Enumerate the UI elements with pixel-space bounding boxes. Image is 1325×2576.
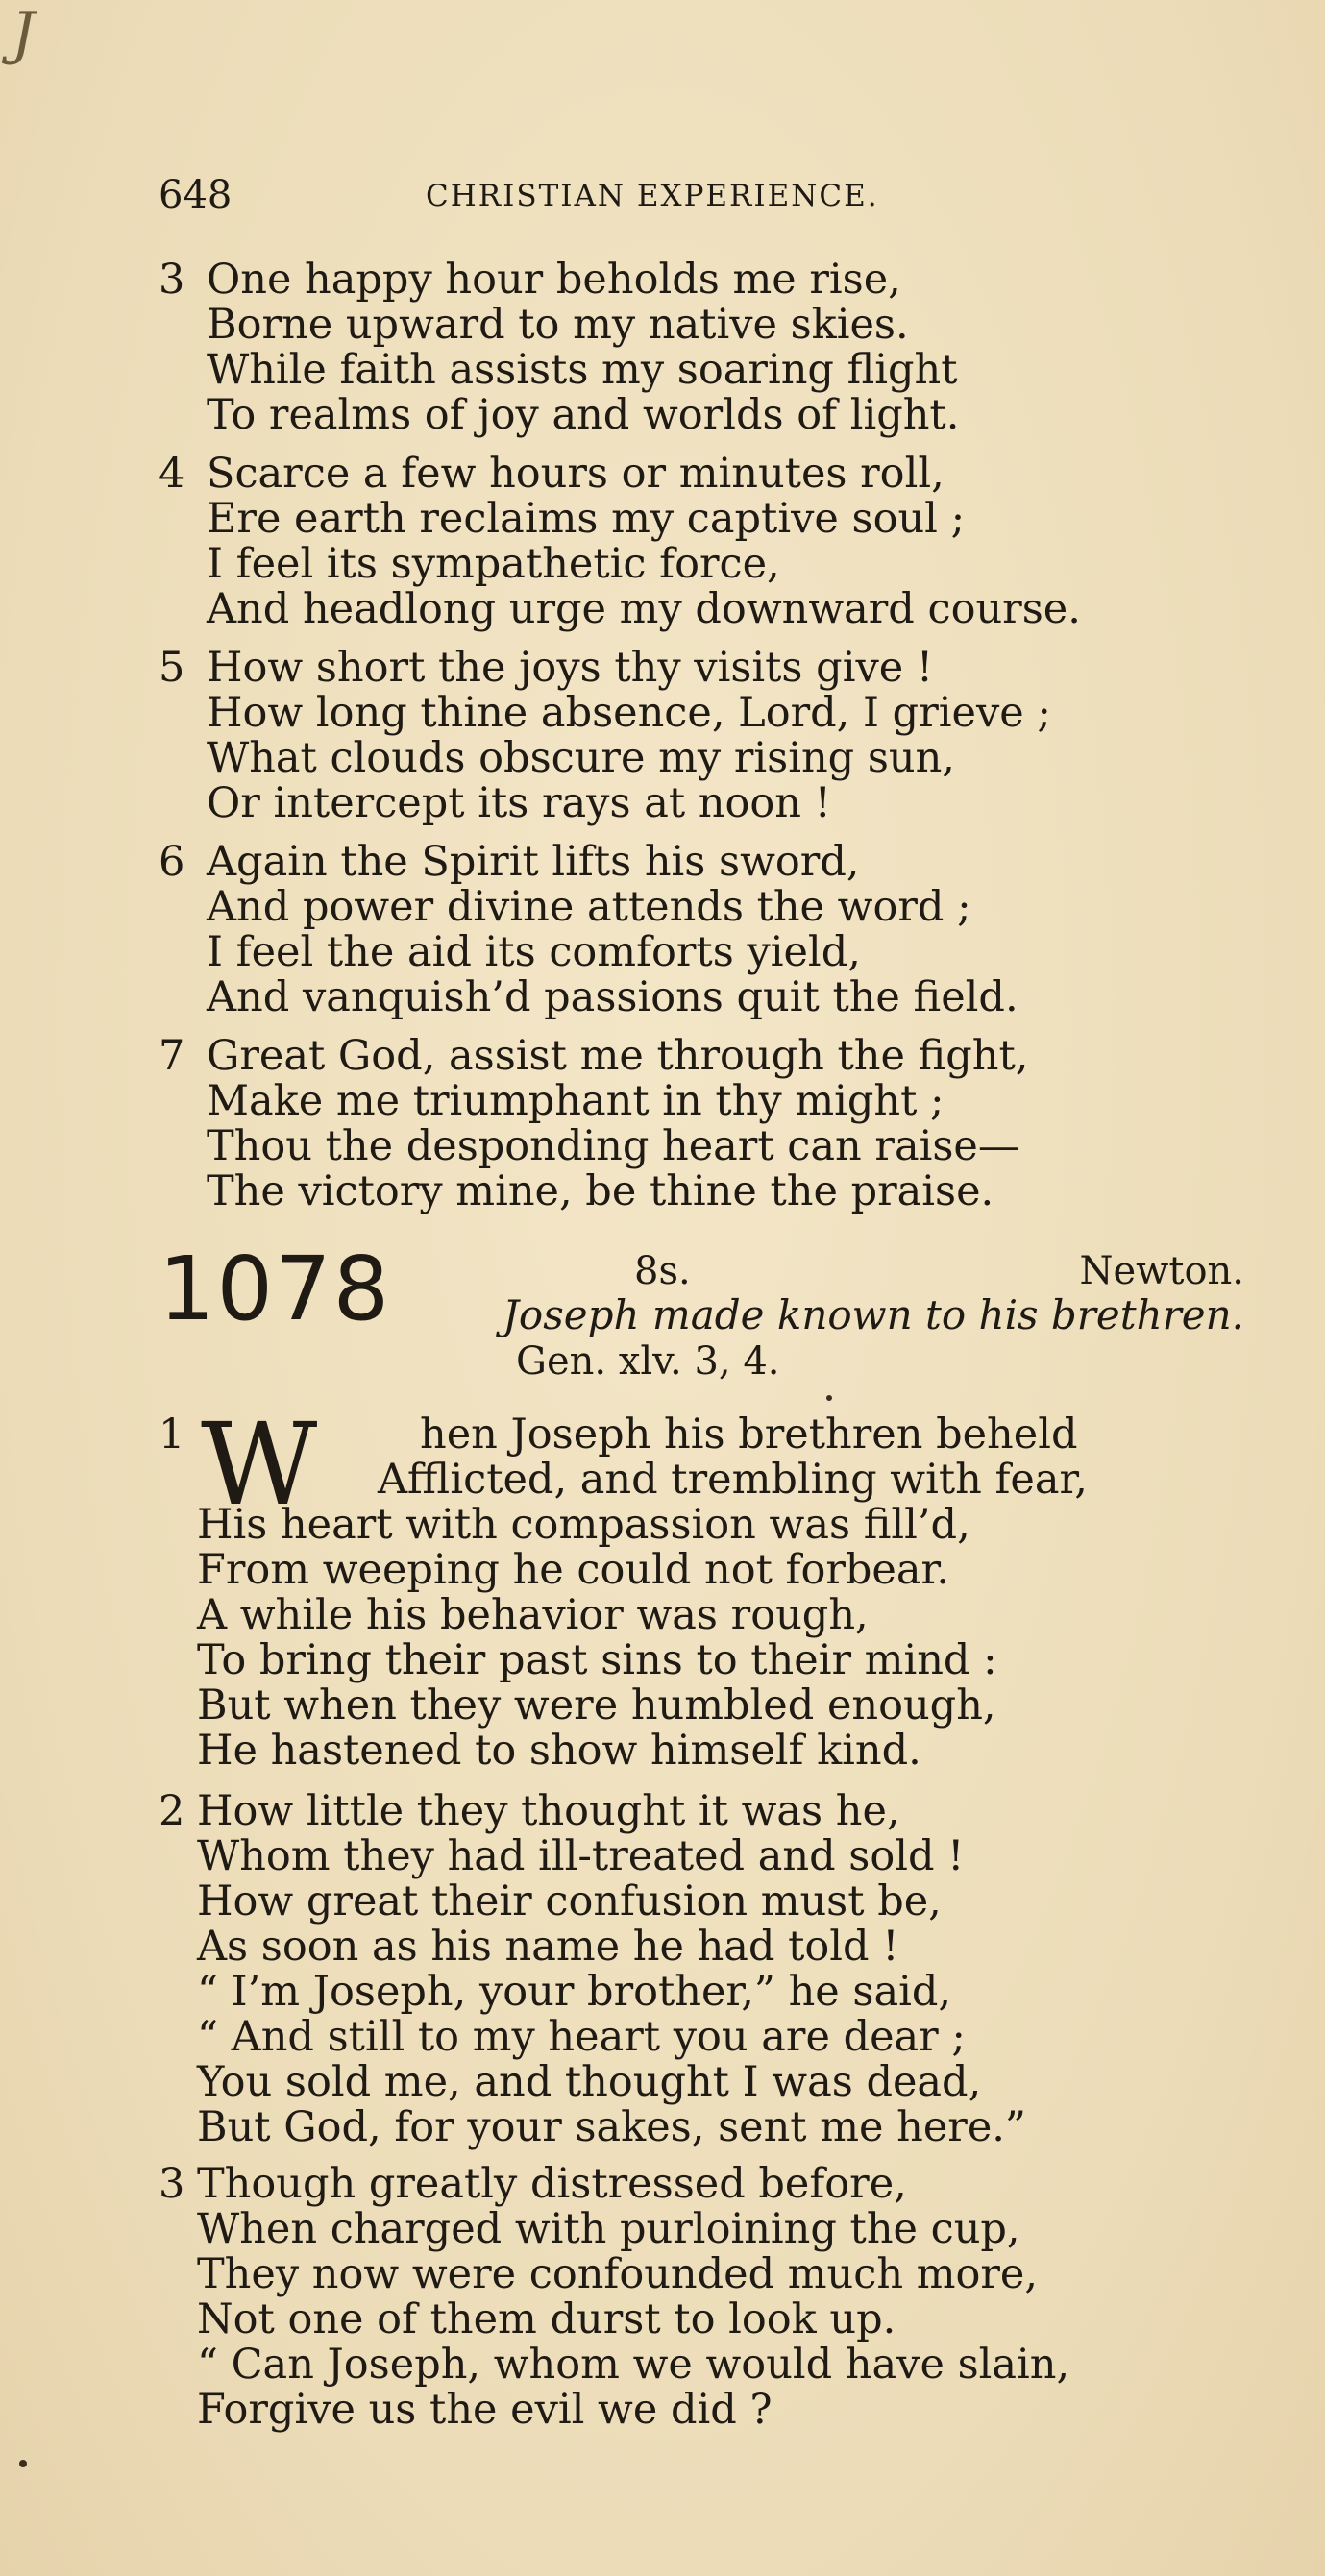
verse-number: 5 bbox=[159, 644, 185, 692]
verse-line: Borne upward to my native skies. bbox=[207, 301, 909, 349]
verse-line: How short the joys thy visits give ! bbox=[207, 644, 934, 692]
verse-line: Thou the desponding heart can raise— bbox=[207, 1122, 1019, 1170]
verse-6-prev bbox=[159, 840, 1254, 1020]
verse-line: A while his behavior was rough, bbox=[197, 1591, 869, 1639]
verse-3 bbox=[159, 2162, 1254, 2433]
verse-line: To bring their past sins to their mind : bbox=[197, 1636, 997, 1684]
verse-line: From weeping he could not forbear. bbox=[197, 1546, 950, 1594]
hymn-heading bbox=[159, 1238, 1244, 1403]
verse-line: Whom they had ill-treated and sold ! bbox=[197, 1832, 965, 1880]
print-speck bbox=[19, 2460, 27, 2467]
drop-cap: W bbox=[201, 1398, 318, 1531]
verse-line: And power divine attends the word ; bbox=[207, 883, 971, 931]
verse-line: The victory mine, be thine the praise. bbox=[207, 1167, 994, 1215]
verse-line: “ I’m Joseph, your brother,” he said, bbox=[197, 1968, 952, 2016]
corner-pencil-mark: J bbox=[12, 0, 36, 67]
verse-line: And vanquish’d passions quit the field. bbox=[207, 973, 1018, 1021]
verse-number: 6 bbox=[159, 838, 185, 886]
hymn-meter: 8s. bbox=[634, 1249, 691, 1293]
verse-line: hen Joseph his brethren beheld bbox=[420, 1411, 1078, 1459]
verse-line: And headlong urge my downward course. bbox=[207, 585, 1081, 633]
verse-line: Great God, assist me through the fight, bbox=[207, 1032, 1029, 1080]
verse-line: As soon as his name he had told ! bbox=[197, 1923, 899, 1971]
verse-line: To realms of joy and worlds of light. bbox=[207, 391, 960, 439]
verse-line: But when they were humbled enough, bbox=[197, 1681, 996, 1730]
verse-line: “ Can Joseph, whom we would have slain, bbox=[197, 2341, 1070, 2389]
verse-4-prev bbox=[159, 452, 1254, 632]
verse-line: His heart with compassion was fill’d, bbox=[197, 1501, 970, 1549]
verse-line: How great their confusion must be, bbox=[197, 1877, 942, 1926]
verse-7-prev bbox=[159, 1034, 1254, 1214]
page-number: 648 bbox=[159, 173, 233, 217]
verse-1 bbox=[159, 1398, 1254, 1775]
verse-number: 4 bbox=[159, 450, 185, 498]
verse-line: What clouds obscure my rising sun, bbox=[207, 734, 955, 782]
print-speck bbox=[826, 1395, 832, 1401]
verse-number: 3 bbox=[159, 2160, 185, 2208]
hymn-number: 1078 bbox=[159, 1238, 392, 1340]
verse-2 bbox=[159, 1789, 1254, 2150]
verse-line: But God, for your sakes, sent me here.” bbox=[197, 2103, 1026, 2151]
verse-3-prev bbox=[159, 258, 1254, 438]
verse-5-prev bbox=[159, 646, 1254, 826]
verse-line: Again the Spirit lifts his sword, bbox=[207, 838, 860, 886]
verse-line: You sold me, and thought I was dead, bbox=[197, 2058, 982, 2106]
verse-number: 1 bbox=[159, 1411, 185, 1459]
verse-line: “ And still to my heart you are dear ; bbox=[197, 2013, 966, 2061]
verse-line: Ere earth reclaims my captive soul ; bbox=[207, 495, 966, 543]
hymn-tune: Newton. bbox=[1079, 1249, 1244, 1293]
verse-line: Not one of them durst to look up. bbox=[197, 2295, 896, 2343]
hymn-subject: Joseph made known to his brethren. bbox=[503, 1291, 1244, 1338]
verse-line: I feel the aid its comforts yield, bbox=[207, 928, 861, 976]
running-header bbox=[159, 173, 1177, 217]
verse-line: Forgive us the evil we did ? bbox=[197, 2386, 773, 2434]
verse-line: Or intercept its rays at noon ! bbox=[207, 779, 831, 827]
verse-line: Afflicted, and trembling with fear, bbox=[378, 1456, 1088, 1504]
verse-line: I feel its sympathetic force, bbox=[207, 540, 780, 588]
verse-line: He hastened to show himself kind. bbox=[197, 1727, 921, 1775]
verse-number: 3 bbox=[159, 256, 185, 304]
verse-line: How little they thought it was he, bbox=[197, 1787, 900, 1835]
verse-line: They now were confounded much more, bbox=[197, 2250, 1039, 2298]
verse-line: Scarce a few hours or minutes roll, bbox=[207, 450, 945, 498]
verse-line: How long thine absence, Lord, I grieve ; bbox=[207, 689, 1051, 737]
verse-line: While faith assists my soaring flight bbox=[207, 346, 958, 394]
verse-line: Though greatly distressed before, bbox=[197, 2160, 907, 2208]
verse-line: When charged with purloining the cup, bbox=[197, 2205, 1020, 2253]
verse-line: Make me triumphant in thy might ; bbox=[207, 1077, 945, 1125]
verse-number: 7 bbox=[159, 1032, 185, 1080]
scripture-reference: Gen. xlv. 3, 4. bbox=[516, 1339, 780, 1384]
verse-line: One happy hour beholds me rise, bbox=[207, 256, 901, 304]
verse-number: 2 bbox=[159, 1787, 185, 1835]
running-title: CHRISTIAN EXPERIENCE. bbox=[426, 179, 879, 213]
